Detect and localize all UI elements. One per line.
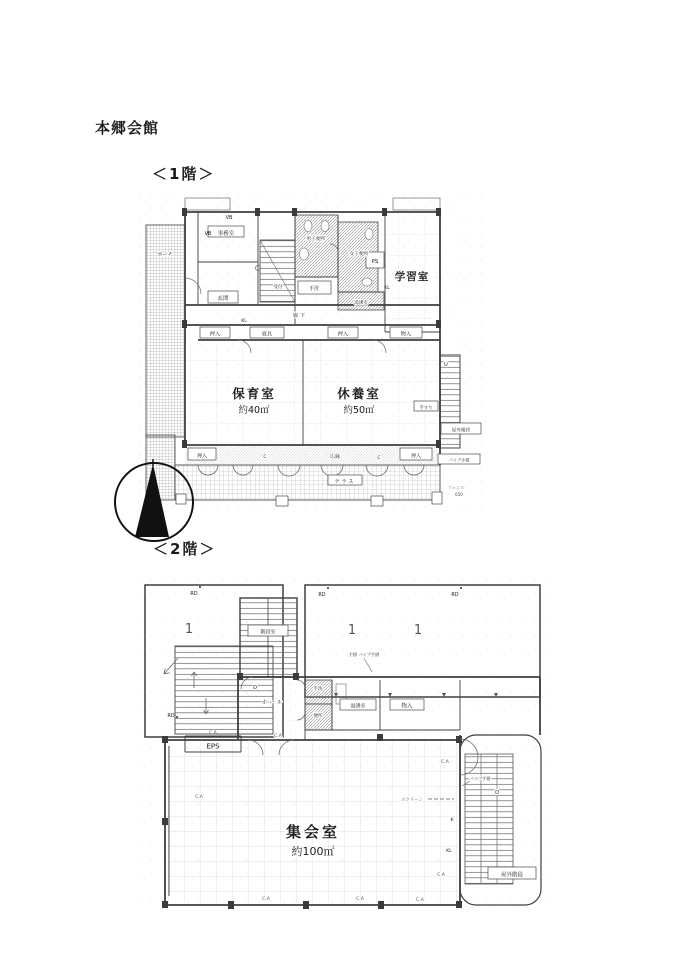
label-down-1: D (253, 685, 257, 691)
label-c-1: C (263, 455, 267, 460)
label-vb-1: VB (225, 215, 233, 221)
label-c-2: C (377, 456, 381, 461)
label-hall: ホール (261, 700, 285, 706)
label-closet-3: 押入 (196, 453, 208, 460)
label-k: K (450, 818, 454, 823)
label-kettle-room: 湯沸室 (354, 301, 368, 306)
label-nursery-area: 約40㎡ (238, 405, 270, 416)
label-ca-8: C.A (416, 898, 424, 903)
label-handrail: 手すり (419, 406, 433, 411)
label-bedding: 寝具 (261, 331, 273, 338)
outdoor-stair-treads (465, 754, 513, 884)
label-ca-6: C.A (262, 897, 270, 902)
label-outdoor-stair: 屋外階段 (451, 428, 471, 434)
label-kl-2: KL (241, 319, 247, 324)
label-ca-1: C.A (209, 731, 217, 736)
label-ca-4: C.A (441, 760, 449, 765)
label-kl: KL (446, 849, 452, 854)
label-nursery-room: 保育室 (232, 386, 276, 401)
page-title: 本郷会館 (95, 119, 160, 137)
label-rd-3: RD (318, 592, 326, 598)
label-rd-1: RD (190, 591, 198, 597)
label-screen: スクリーン (401, 798, 423, 803)
label-pipe-handrail: パイプ手摺 (448, 457, 470, 463)
label-ca-5: C.A (437, 873, 445, 878)
label-womens-toilet: 女子便所 (349, 252, 369, 257)
label-handwash: 手洗 (313, 687, 323, 692)
label-outdoor-stair: 屋外階段 (500, 872, 524, 879)
label-slope-2: 1 (347, 623, 357, 638)
label-vb-2: VB (204, 231, 212, 237)
label-mens-toilet: 男子便所 (306, 237, 326, 242)
label-entrance: 玄関 (217, 296, 229, 302)
label-fence: フェンス (447, 485, 465, 490)
terrace-area (175, 465, 440, 500)
hall-floor (240, 679, 303, 738)
label-veranda: 広縁 (329, 454, 341, 460)
handwash-cell (305, 680, 332, 704)
label-toilet: 便所 (313, 714, 323, 719)
label-meeting-room: 集会室 (285, 823, 341, 841)
label-kettle-room: 湯沸室 (350, 703, 366, 710)
label-closet-2: 押入 (337, 331, 349, 338)
label-eps: EPS (206, 742, 220, 751)
floor1-heading: ＜1階＞ (152, 165, 216, 183)
floor2-plan (136, 576, 548, 940)
label-closet-4: 押入 (410, 453, 422, 460)
label-terrace: テラス (334, 479, 356, 485)
label-kl-1: KL (384, 286, 390, 291)
label-pipe-handrail: パイプ手摺 (469, 776, 491, 781)
label-meeting-area: 約100㎡ (291, 845, 335, 858)
label-stair-room: 階段室 (260, 629, 276, 636)
label-porch: ポーチ (157, 252, 173, 258)
floor2-heading: ＜2階＞ (153, 540, 217, 558)
label-ca-3: C.A (195, 795, 203, 800)
mens-toilet-area (295, 215, 338, 277)
label-storage: 物入 (400, 331, 412, 338)
label-reception: 受付 (273, 285, 283, 290)
label-slope-1: 1 (184, 622, 194, 637)
label-study-room: 学習室 (394, 271, 430, 283)
label-ps: PS (371, 259, 379, 265)
label-office: 事務室 (217, 231, 235, 237)
label-up: U (444, 362, 448, 368)
north-arrow-icon (108, 458, 200, 548)
label-slope-3: 1 (413, 623, 423, 638)
label-ca-7: C.A (356, 897, 364, 902)
stairwell (240, 598, 297, 677)
label-handwash: 手洗 (308, 286, 320, 292)
label-rd-4: RD (451, 592, 459, 598)
label-rd-2: RD (167, 713, 175, 719)
label-corridor: 廊下 (292, 313, 308, 319)
label-handrail-note: 手摺 パイプ手摺 (348, 652, 380, 657)
tatami-grid (187, 342, 438, 443)
label-down-2: D (495, 790, 499, 796)
label-storage: 物入 (401, 703, 413, 710)
label-dimension: 650 (455, 492, 463, 497)
label-closet-1: 押入 (209, 331, 221, 338)
label-rest-room: 休養室 (337, 386, 381, 401)
label-rest-area: 約50㎡ (343, 405, 375, 416)
label-ca-2: C.A (274, 734, 282, 739)
